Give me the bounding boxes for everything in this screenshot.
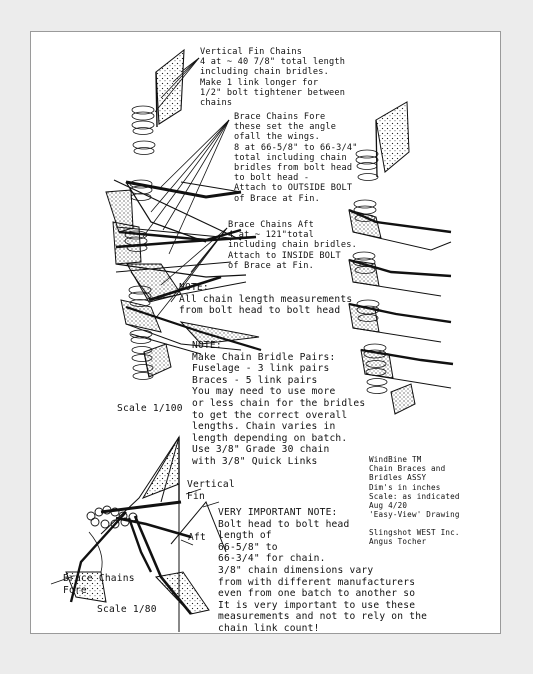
very-important-note-line: VERY IMPORTANT NOTE: bbox=[218, 507, 338, 518]
vertical-fin-chains-note-line: Make 1 link longer for bbox=[200, 77, 319, 88]
title-block-line: Aug 4/20 bbox=[369, 501, 408, 511]
company-block-line: Angus Tocher bbox=[369, 537, 427, 547]
title-block-line: Dim's in inches bbox=[369, 482, 441, 492]
brace-chains-aft-note-line: of Brace at Fin. bbox=[228, 260, 314, 271]
brace-chains-fore-note-line: 8 at 66-5/8" to 66-3/4" bbox=[234, 142, 358, 153]
vertical-fin-chains-note-line: including chain bridles. bbox=[200, 67, 329, 78]
vertical-fin-label-line: Vertical bbox=[187, 479, 235, 490]
chain-bridle-note-line: length depending on batch. bbox=[192, 432, 348, 444]
very-important-note-line: chain link count! bbox=[218, 622, 320, 634]
brace-chains-fore-note-line: Attach to OUTSIDE BOLT bbox=[234, 183, 353, 194]
title-block-line: Bridles ASSY bbox=[369, 473, 427, 483]
very-important-note-line: from with different manufacturers bbox=[218, 576, 416, 588]
vertical-fin-label bbox=[187, 479, 235, 502]
company-block-line: Slingshot WEST Inc. bbox=[369, 528, 460, 537]
brace-chains-fore-note-line: to bolt head - bbox=[234, 173, 310, 184]
title-block-line: Scale: as indicated bbox=[369, 491, 460, 501]
vertical-fin-chains-note-line: 4 at ~ 40 7/8" total length bbox=[200, 57, 346, 68]
chain-bridle-note-line: NOTE: bbox=[192, 340, 222, 351]
brace-chains-fore-note-line: total including chain bbox=[234, 152, 347, 163]
very-important-note bbox=[218, 507, 427, 634]
brace-chains-fore-note-line: these set the angle bbox=[234, 122, 337, 133]
drawing-sheet bbox=[30, 31, 501, 634]
very-important-note-line: Bolt head to bolt head bbox=[218, 518, 350, 530]
chain-bridle-note-line: lengths. Chain varies in bbox=[192, 421, 336, 433]
chain-bridle-note-line: You may need to use more bbox=[192, 386, 336, 398]
measurement-note-line: All chain length measurements bbox=[179, 293, 353, 305]
brace-chains-fore-note-line: bridles from bolt head bbox=[234, 163, 353, 174]
chain-bridle-note-line: Make Chain Bridle Pairs: bbox=[192, 351, 336, 363]
measurement-note bbox=[179, 282, 352, 317]
chain-bridle-note-line: Fuselage - 3 link pairs bbox=[192, 363, 330, 375]
very-important-note-line: 3/8" chain dimensions vary bbox=[218, 564, 374, 576]
brace-chains-fore-label bbox=[63, 573, 135, 596]
very-important-note-line: 66-5/8" to bbox=[218, 541, 278, 553]
chain-spec-note bbox=[192, 444, 329, 467]
brace-chains-aft-note bbox=[228, 220, 357, 271]
brace-chains-aft-note-line: 4 at ~ 121"total bbox=[228, 230, 314, 241]
very-important-note-line: length of bbox=[218, 530, 272, 542]
brace-chains-fore-note-line: of Brace at Fin. bbox=[234, 193, 320, 204]
chain-bridle-note-line: to get the correct overall bbox=[192, 409, 348, 421]
title-block-line: Chain Braces and bbox=[369, 464, 446, 474]
vertical-fin-chains-note-line: Vertical Fin Chains bbox=[200, 47, 303, 57]
chain-spec-note-line: Use 3/8" Grade 30 chain bbox=[192, 444, 330, 455]
brace-chains-fore-label-line: Fore bbox=[63, 584, 87, 596]
measurement-note-line: NOTE: bbox=[179, 282, 209, 293]
brace-chains-fore-note-line: ofall the wings. bbox=[234, 132, 320, 143]
chain-bridle-note-line: or less chain for the bridles bbox=[192, 397, 366, 409]
aft-label: Aft bbox=[188, 532, 206, 543]
scale-bottom-label: Scale 1/80 bbox=[97, 604, 157, 615]
very-important-note-line: 66-3/4" for chain. bbox=[218, 553, 326, 565]
title-block-line: 'Easy-View' Drawing bbox=[369, 510, 460, 520]
brace-chains-aft-note-line: including chain bridles. bbox=[228, 240, 357, 251]
very-important-note-line: It is very important to use these bbox=[218, 599, 416, 611]
very-important-note-line: even from one batch to another so bbox=[218, 588, 416, 600]
brace-chains-aft-note-line: Brace Chains Aft bbox=[228, 220, 314, 230]
brace-chains-fore-label-line: Brace Chains bbox=[63, 573, 135, 584]
chain-spec-note-line: with 3/8" Quick Links bbox=[192, 455, 318, 467]
vertical-fin-chains-note bbox=[200, 47, 345, 108]
scale-top-label: Scale 1/100 bbox=[117, 403, 183, 414]
measurement-note-line: from bolt head to bolt head bbox=[179, 305, 341, 317]
brace-chains-fore-note bbox=[234, 112, 358, 204]
vertical-fin-label-line: Fin bbox=[187, 490, 205, 502]
vertical-fin-chains-note-line: 1/2" bolt tightener between bbox=[200, 87, 346, 98]
chain-bridle-note-line: Braces - 5 link pairs bbox=[192, 374, 318, 386]
title-block-line: WindBine TM bbox=[369, 455, 422, 464]
brace-chains-fore-note-line: Brace Chains Fore bbox=[234, 112, 326, 122]
chain-bridle-note bbox=[192, 340, 365, 444]
vertical-fin-chains-note-line: chains bbox=[200, 98, 233, 109]
brace-chains-aft-note-line: Attach to INSIDE BOLT bbox=[228, 250, 341, 261]
very-important-note-line: measurements and not to rely on the bbox=[218, 611, 428, 623]
